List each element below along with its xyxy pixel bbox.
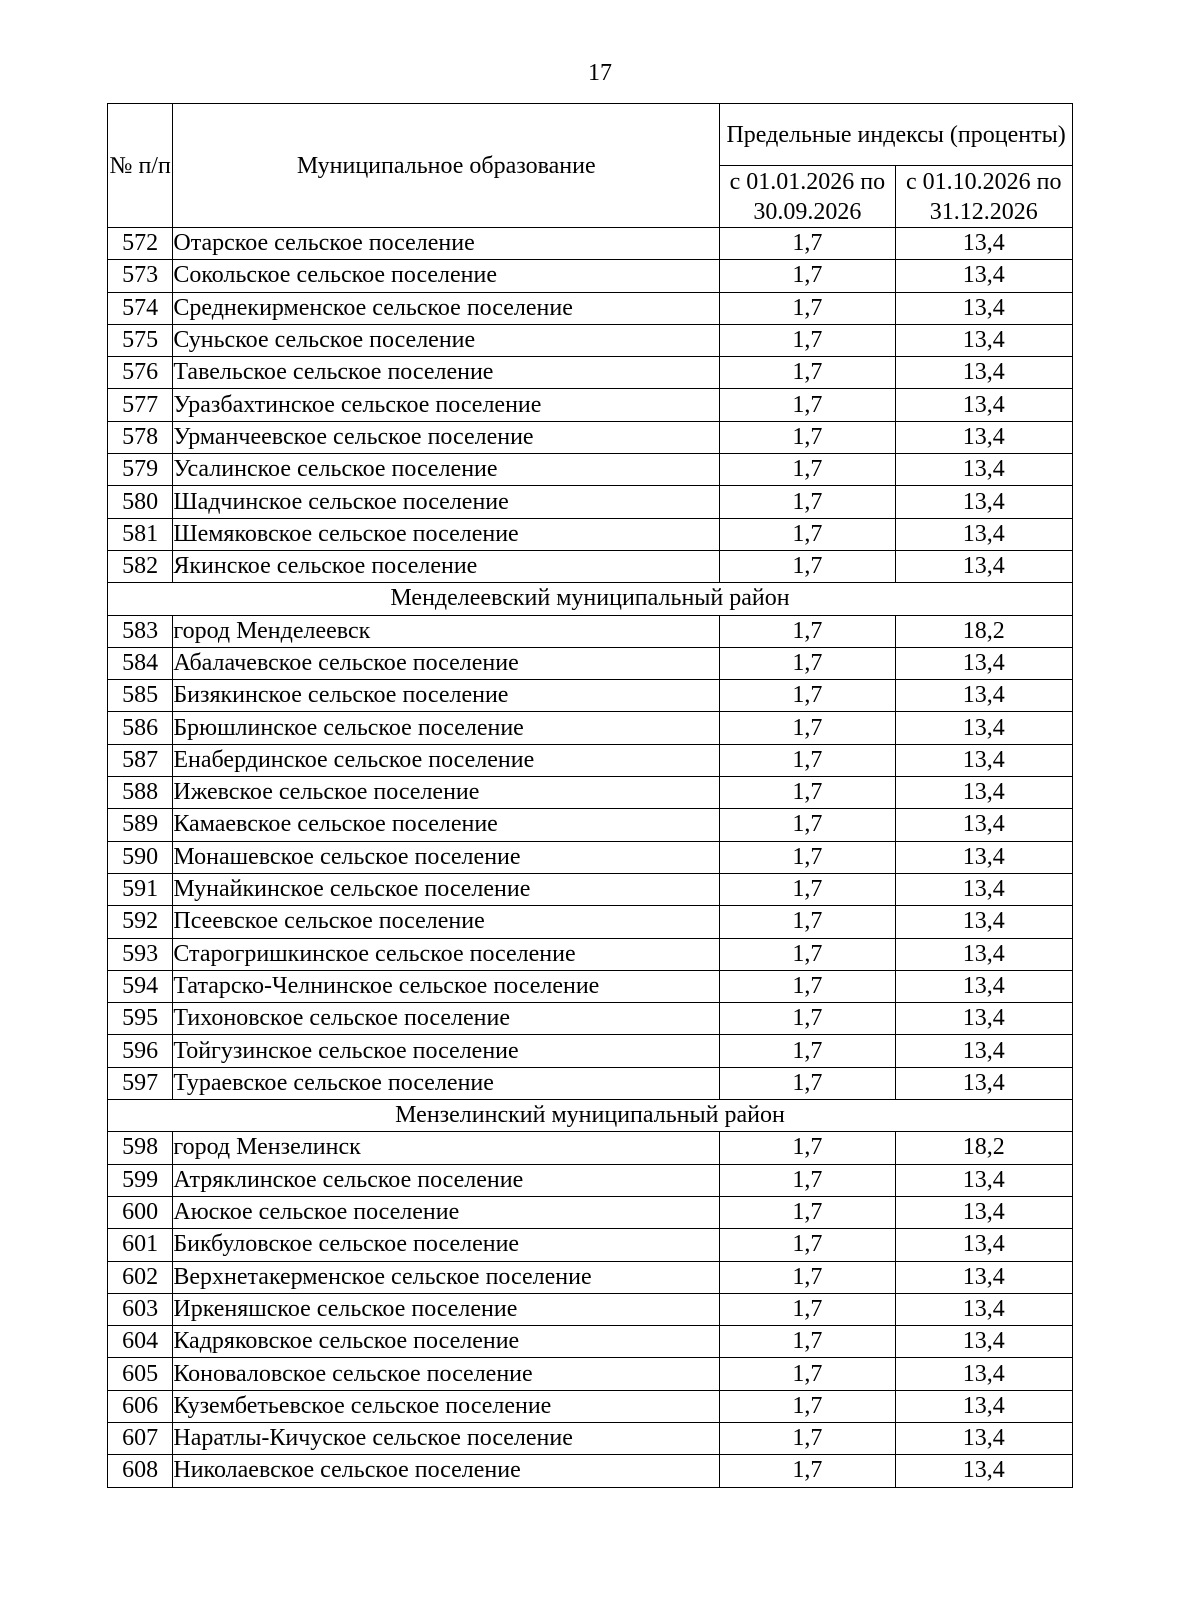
index-period-2: 13,4 — [895, 1455, 1072, 1487]
municipality-name: Псеевское сельское поселение — [173, 906, 720, 938]
table-row — [108, 1132, 1073, 1164]
header-municipality: Муниципальное образование — [173, 104, 720, 228]
table-row — [108, 389, 1073, 421]
index-period-1: 1,7 — [720, 1067, 895, 1099]
row-number: 595 — [108, 1003, 173, 1035]
municipality-name: Камаевское сельское поселение — [173, 809, 720, 841]
table-row — [108, 486, 1073, 518]
row-number: 580 — [108, 486, 173, 518]
row-number: 582 — [108, 550, 173, 582]
index-period-1: 1,7 — [720, 1358, 895, 1390]
index-period-2: 13,4 — [895, 1164, 1072, 1196]
row-number: 590 — [108, 841, 173, 873]
table-row — [108, 906, 1073, 938]
index-period-2: 13,4 — [895, 712, 1072, 744]
index-period-1: 1,7 — [720, 260, 895, 292]
table-row — [108, 1422, 1073, 1454]
table-row — [108, 873, 1073, 905]
row-number: 597 — [108, 1067, 173, 1099]
table-row — [108, 1003, 1073, 1035]
row-number: 579 — [108, 454, 173, 486]
municipality-name: Старогришкинское сельское поселение — [173, 938, 720, 970]
municipality-name: Шемяковское сельское поселение — [173, 518, 720, 550]
table-row — [108, 970, 1073, 1002]
table-row — [108, 680, 1073, 712]
row-number: 606 — [108, 1390, 173, 1422]
index-period-2: 13,4 — [895, 1229, 1072, 1261]
municipality-name: Отарское сельское поселение — [173, 228, 720, 260]
index-period-1: 1,7 — [720, 744, 895, 776]
table-row — [108, 1196, 1073, 1228]
row-number: 577 — [108, 389, 173, 421]
municipality-name: Суньское сельское поселение — [173, 324, 720, 356]
municipality-name: Усалинское сельское поселение — [173, 454, 720, 486]
index-period-2: 13,4 — [895, 647, 1072, 679]
index-period-2: 13,4 — [895, 550, 1072, 582]
municipality-name: Бикбуловское сельское поселение — [173, 1229, 720, 1261]
row-number: 581 — [108, 518, 173, 550]
row-number: 602 — [108, 1261, 173, 1293]
row-number: 585 — [108, 680, 173, 712]
index-period-1: 1,7 — [720, 777, 895, 809]
row-number: 599 — [108, 1164, 173, 1196]
table-row — [108, 1358, 1073, 1390]
municipality-name: Тихоновское сельское поселение — [173, 1003, 720, 1035]
row-number: 587 — [108, 744, 173, 776]
table-row — [108, 1390, 1073, 1422]
index-period-1: 1,7 — [720, 1164, 895, 1196]
index-period-2: 13,4 — [895, 841, 1072, 873]
table-row — [108, 454, 1073, 486]
row-number: 601 — [108, 1229, 173, 1261]
index-period-2: 13,4 — [895, 938, 1072, 970]
index-period-1: 1,7 — [720, 421, 895, 453]
index-period-2: 13,4 — [895, 1067, 1072, 1099]
index-period-2: 13,4 — [895, 1261, 1072, 1293]
municipality-name: Среднекирменское сельское поселение — [173, 292, 720, 324]
header-indices: Предельные индексы (проценты) — [720, 104, 1073, 166]
index-period-2: 13,4 — [895, 421, 1072, 453]
row-number: 600 — [108, 1196, 173, 1228]
municipality-name: Тураевское сельское поселение — [173, 1067, 720, 1099]
municipality-name: Шадчинское сельское поселение — [173, 486, 720, 518]
index-period-1: 1,7 — [720, 550, 895, 582]
index-period-2: 18,2 — [895, 615, 1072, 647]
index-period-1: 1,7 — [720, 712, 895, 744]
row-number: 605 — [108, 1358, 173, 1390]
row-number: 603 — [108, 1293, 173, 1325]
section-title: Менделеевский муниципальный район — [108, 583, 1073, 615]
index-period-1: 1,7 — [720, 389, 895, 421]
section-row — [108, 1100, 1073, 1132]
table-row — [108, 712, 1073, 744]
municipality-name: Тавельское сельское поселение — [173, 357, 720, 389]
index-period-1: 1,7 — [720, 1293, 895, 1325]
index-period-2: 13,4 — [895, 777, 1072, 809]
index-period-1: 1,7 — [720, 1261, 895, 1293]
row-number: 608 — [108, 1455, 173, 1487]
municipality-name: Уразбахтинское сельское поселение — [173, 389, 720, 421]
index-period-1: 1,7 — [720, 292, 895, 324]
index-period-1: 1,7 — [720, 680, 895, 712]
index-period-1: 1,7 — [720, 486, 895, 518]
row-number: 596 — [108, 1035, 173, 1067]
index-period-1: 1,7 — [720, 228, 895, 260]
index-period-1: 1,7 — [720, 1326, 895, 1358]
table-row — [108, 647, 1073, 679]
table-row — [108, 1455, 1073, 1487]
index-period-1: 1,7 — [720, 1455, 895, 1487]
table-row — [108, 841, 1073, 873]
index-period-2: 13,4 — [895, 1196, 1072, 1228]
header-num: № п/п — [108, 104, 173, 228]
table-row — [108, 744, 1073, 776]
index-period-1: 1,7 — [720, 1422, 895, 1454]
table-row — [108, 1293, 1073, 1325]
row-number: 575 — [108, 324, 173, 356]
table-row — [108, 324, 1073, 356]
index-period-2: 13,4 — [895, 389, 1072, 421]
index-period-2: 13,4 — [895, 1358, 1072, 1390]
index-period-2: 13,4 — [895, 454, 1072, 486]
municipality-name: Аюское сельское поселение — [173, 1196, 720, 1228]
index-period-2: 13,4 — [895, 744, 1072, 776]
index-period-1: 1,7 — [720, 938, 895, 970]
index-period-2: 13,4 — [895, 1422, 1072, 1454]
index-period-2: 13,4 — [895, 486, 1072, 518]
municipality-name: Брюшлинское сельское поселение — [173, 712, 720, 744]
row-number: 574 — [108, 292, 173, 324]
municipality-name: Наратлы-Кичуское сельское поселение — [173, 1422, 720, 1454]
index-period-2: 13,4 — [895, 1035, 1072, 1067]
table-row — [108, 1261, 1073, 1293]
index-period-1: 1,7 — [720, 1035, 895, 1067]
row-number: 607 — [108, 1422, 173, 1454]
municipality-name: Кадряковское сельское поселение — [173, 1326, 720, 1358]
index-period-2: 13,4 — [895, 518, 1072, 550]
municipality-name: Татарско-Челнинское сельское поселение — [173, 970, 720, 1002]
row-number: 572 — [108, 228, 173, 260]
table-row — [108, 1067, 1073, 1099]
municipality-name: город Мензелинск — [173, 1132, 720, 1164]
index-period-1: 1,7 — [720, 809, 895, 841]
municipality-name: Кузембетьевское сельское поселение — [173, 1390, 720, 1422]
municipality-name: Николаевское сельское поселение — [173, 1455, 720, 1487]
row-number: 578 — [108, 421, 173, 453]
municipality-name: Урманчеевское сельское поселение — [173, 421, 720, 453]
index-period-1: 1,7 — [720, 615, 895, 647]
index-period-1: 1,7 — [720, 873, 895, 905]
row-number: 604 — [108, 1326, 173, 1358]
municipality-name: Иркеняшское сельское поселение — [173, 1293, 720, 1325]
index-period-2: 13,4 — [895, 1326, 1072, 1358]
municipality-name: Абалачевское сельское поселение — [173, 647, 720, 679]
row-number: 584 — [108, 647, 173, 679]
table-row — [108, 228, 1073, 260]
table-row — [108, 809, 1073, 841]
municipality-name: Мунайкинское сельское поселение — [173, 873, 720, 905]
row-number: 598 — [108, 1132, 173, 1164]
index-period-2: 13,4 — [895, 357, 1072, 389]
table-row — [108, 421, 1073, 453]
indices-table — [107, 103, 1073, 1488]
row-number: 588 — [108, 777, 173, 809]
table-row — [108, 550, 1073, 582]
index-period-1: 1,7 — [720, 906, 895, 938]
header-period-1: с 01.01.2026 по 30.09.2026 — [720, 166, 895, 228]
index-period-2: 13,4 — [895, 1293, 1072, 1325]
table-row — [108, 1326, 1073, 1358]
table-header — [108, 104, 1073, 228]
municipality-name: Атряклинское сельское поселение — [173, 1164, 720, 1196]
index-period-2: 13,4 — [895, 324, 1072, 356]
municipality-name: Бизякинское сельское поселение — [173, 680, 720, 712]
municipality-name: Тойгузинское сельское поселение — [173, 1035, 720, 1067]
index-period-1: 1,7 — [720, 841, 895, 873]
municipality-name: Коноваловское сельское поселение — [173, 1358, 720, 1390]
index-period-1: 1,7 — [720, 970, 895, 1002]
header-period-2: с 01.10.2026 по 31.12.2026 — [895, 166, 1072, 228]
section-row — [108, 583, 1073, 615]
row-number: 591 — [108, 873, 173, 905]
index-period-1: 1,7 — [720, 1003, 895, 1035]
row-number: 593 — [108, 938, 173, 970]
row-number: 594 — [108, 970, 173, 1002]
index-period-2: 13,4 — [895, 809, 1072, 841]
index-period-1: 1,7 — [720, 324, 895, 356]
table-row — [108, 357, 1073, 389]
table-row — [108, 1164, 1073, 1196]
row-number: 573 — [108, 260, 173, 292]
index-period-2: 13,4 — [895, 292, 1072, 324]
index-period-1: 1,7 — [720, 357, 895, 389]
index-period-2: 13,4 — [895, 680, 1072, 712]
row-number: 589 — [108, 809, 173, 841]
municipality-name: Монашевское сельское поселение — [173, 841, 720, 873]
index-period-1: 1,7 — [720, 647, 895, 679]
index-period-2: 13,4 — [895, 1390, 1072, 1422]
index-period-2: 13,4 — [895, 970, 1072, 1002]
row-number: 586 — [108, 712, 173, 744]
table-row — [108, 777, 1073, 809]
index-period-1: 1,7 — [720, 1229, 895, 1261]
municipality-name: Якинское сельское поселение — [173, 550, 720, 582]
index-period-1: 1,7 — [720, 1196, 895, 1228]
municipality-name: город Менделеевск — [173, 615, 720, 647]
index-period-2: 13,4 — [895, 1003, 1072, 1035]
index-period-2: 18,2 — [895, 1132, 1072, 1164]
index-period-2: 13,4 — [895, 228, 1072, 260]
section-title: Мензелинский муниципальный район — [108, 1100, 1073, 1132]
index-period-1: 1,7 — [720, 454, 895, 486]
index-period-2: 13,4 — [895, 873, 1072, 905]
row-number: 592 — [108, 906, 173, 938]
row-number: 583 — [108, 615, 173, 647]
index-period-2: 13,4 — [895, 906, 1072, 938]
table-row — [108, 292, 1073, 324]
table-row — [108, 518, 1073, 550]
index-period-2: 13,4 — [895, 260, 1072, 292]
table-body — [108, 228, 1073, 1488]
table-row — [108, 1035, 1073, 1067]
page-number: 17 — [588, 60, 612, 86]
index-period-1: 1,7 — [720, 1132, 895, 1164]
municipality-name: Ижевское сельское поселение — [173, 777, 720, 809]
index-period-1: 1,7 — [720, 1390, 895, 1422]
table-row — [108, 1229, 1073, 1261]
municipality-name: Верхнетакерменское сельское поселение — [173, 1261, 720, 1293]
table-row — [108, 615, 1073, 647]
municipality-name: Сокольское сельское поселение — [173, 260, 720, 292]
row-number: 576 — [108, 357, 173, 389]
table-row — [108, 938, 1073, 970]
index-period-1: 1,7 — [720, 518, 895, 550]
table-row — [108, 260, 1073, 292]
municipality-name: Енабердинское сельское поселение — [173, 744, 720, 776]
